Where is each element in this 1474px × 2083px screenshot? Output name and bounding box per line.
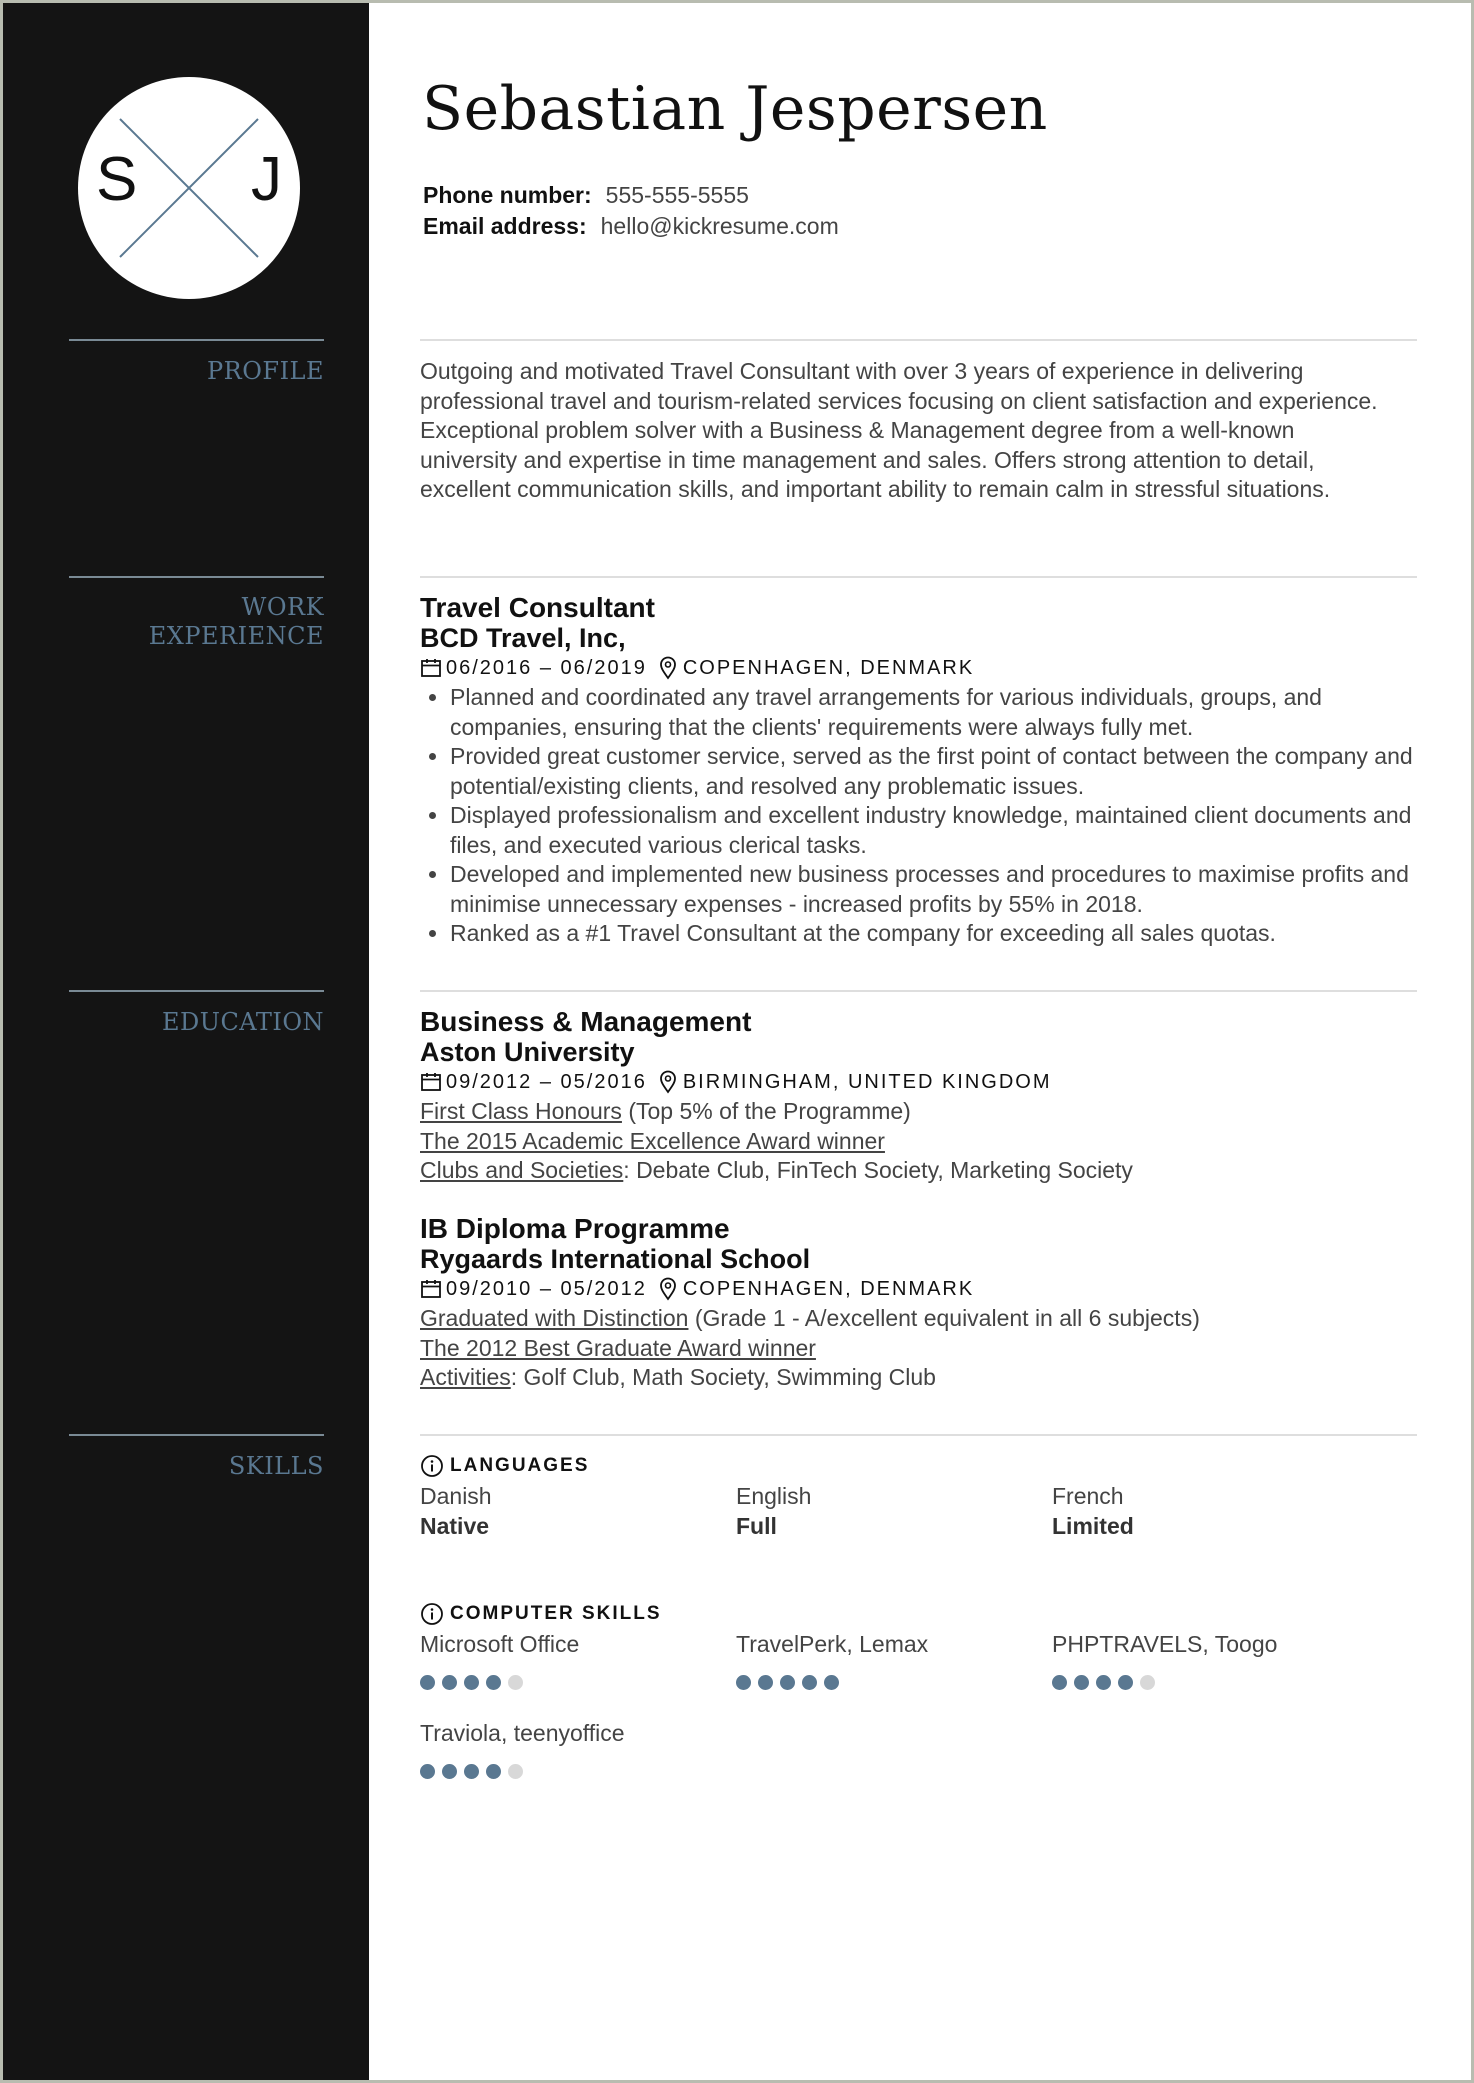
education-detail <box>420 1363 1417 1393</box>
education-detail-text: : Golf Club, Math Society, Swimming Club <box>510 1364 936 1390</box>
section-label-education: EDUCATION <box>161 1008 324 1036</box>
section-label-work-line2: EXPERIENCE <box>148 622 324 650</box>
education-detail-text: (Top 5% of the Programme) <box>621 1098 911 1124</box>
computer-skill-name: PHPTRAVELS, Toogo <box>1052 1631 1278 1657</box>
rating-dot-filled <box>736 1675 751 1690</box>
education-dates: 09/2012 – 05/2016 <box>446 1071 647 1093</box>
language-name: French <box>1052 1483 1124 1509</box>
candidate-name: Sebastian Jespersen <box>422 74 1048 144</box>
education-detail-underlined: The 2015 Academic Excellence Award winner <box>420 1127 885 1154</box>
school-name: Aston University <box>420 1037 635 1067</box>
section-divider <box>420 990 1417 992</box>
education-detail-underlined: Graduated with Distinction <box>420 1305 689 1331</box>
rating-dot-filled <box>464 1675 479 1690</box>
section-label-work <box>69 593 324 651</box>
degree-title: IB Diploma Programme <box>420 1213 730 1244</box>
email-row <box>423 211 839 242</box>
language-level: Native <box>420 1513 490 1539</box>
work-meta <box>420 653 1417 683</box>
rating-dot-filled <box>758 1675 773 1690</box>
sidebar-divider <box>69 990 324 992</box>
education-entry <box>420 1007 1417 1186</box>
computer-skills-heading <box>420 1601 662 1627</box>
education-detail-text: (Grade 1 - A/excellent equivalent in all 6 subjects) <box>688 1305 1200 1331</box>
contact-info <box>423 180 839 242</box>
sidebar-divider <box>69 1434 324 1436</box>
skill-rating <box>1052 1675 1155 1690</box>
rating-dot-filled <box>486 1764 501 1779</box>
section-label-skills: SKILLS <box>228 1452 324 1480</box>
rating-dot-filled <box>1052 1675 1067 1690</box>
rating-dot-filled <box>1096 1675 1111 1690</box>
calendar-icon <box>420 657 442 679</box>
rating-dot-filled <box>780 1675 795 1690</box>
calendar-icon <box>420 1278 442 1300</box>
education-detail-underlined: First Class Honours <box>420 1098 622 1124</box>
education-dates: 09/2010 – 05/2012 <box>446 1278 647 1300</box>
rating-dot-filled <box>1118 1675 1133 1690</box>
phone-label: Phone number: <box>423 182 592 208</box>
section-divider <box>420 576 1417 578</box>
section-divider <box>420 339 1417 341</box>
location-pin-icon <box>659 1277 677 1301</box>
education-detail <box>420 1304 1417 1334</box>
list-item: • Ranked as a #1 Travel Consultant at the company for exceeding all sales quotas. <box>450 919 1417 949</box>
education-entry <box>420 1214 1417 1393</box>
rating-dot-filled <box>464 1764 479 1779</box>
phone-value[interactable]: 555-555-5555 <box>605 182 749 208</box>
computer-skill-name: Traviola, teenyoffice <box>420 1720 625 1746</box>
education-detail <box>420 1334 1417 1364</box>
language-name: English <box>736 1483 812 1509</box>
computer-skill-name: TravelPerk, Lemax <box>736 1631 929 1657</box>
sidebar-divider <box>69 576 324 578</box>
education-detail <box>420 1127 1417 1157</box>
computer-skill-name: Microsoft Office <box>420 1631 580 1657</box>
language-level: Full <box>736 1513 777 1539</box>
computer-skills-label: COMPUTER SKILLS <box>450 1603 662 1624</box>
rating-dot-filled <box>486 1675 501 1690</box>
education-detail <box>420 1097 1417 1127</box>
rating-dot-filled <box>802 1675 817 1690</box>
degree-title: Business & Management <box>420 1006 752 1037</box>
list-item: • Developed and implemented new business processes and procedures to maximise profits and minimise unnecessary expenses - increased profits by 55% in 2018. <box>450 860 1417 919</box>
education-detail-underlined: The 2012 Best Graduate Award winner <box>420 1334 816 1361</box>
section-divider <box>420 1434 1417 1436</box>
education-location: BIRMINGHAM, UNITED KINGDOM <box>682 1071 1052 1093</box>
phone-row <box>423 180 839 211</box>
skill-rating <box>420 1675 523 1690</box>
rating-dot-filled <box>824 1675 839 1690</box>
list-item: • Displayed professionalism and excellent industry knowledge, maintained client documents and files, and executed various clerical tasks. <box>450 801 1417 860</box>
rating-dot-filled <box>420 1675 435 1690</box>
work-bullets <box>420 683 1417 949</box>
work-location: COPENHAGEN, DENMARK <box>682 657 975 679</box>
info-icon <box>420 1454 444 1478</box>
rating-dot-empty <box>1140 1675 1155 1690</box>
education-detail-underlined: Clubs and Societies <box>420 1157 624 1183</box>
section-label-profile: PROFILE <box>207 357 324 385</box>
work-entry <box>420 593 1417 949</box>
education-location: COPENHAGEN, DENMARK <box>682 1278 975 1300</box>
company-name: BCD Travel, Inc, <box>420 623 626 653</box>
education-detail-text: : Debate Club, FinTech Society, Marketing Society <box>623 1157 1133 1183</box>
education-meta <box>420 1067 1417 1097</box>
main-content <box>420 3 1417 2080</box>
rating-dot-empty <box>508 1675 523 1690</box>
rating-dot-filled <box>420 1764 435 1779</box>
rating-dot-filled <box>442 1675 457 1690</box>
language-level: Limited <box>1052 1513 1134 1539</box>
email-value[interactable]: hello@kickresume.com <box>600 213 839 239</box>
monogram-logo <box>78 77 300 299</box>
list-item: • Provided great customer service, served as the first point of contact between the company and potential/existing clients, and resolved any problematic issues. <box>450 742 1417 801</box>
skill-rating <box>420 1764 523 1779</box>
monogram-initial-first: S <box>96 145 138 214</box>
section-label-work-line1: WORK <box>241 593 324 621</box>
skill-rating <box>736 1675 839 1690</box>
rating-dot-filled <box>1074 1675 1089 1690</box>
rating-dot-empty <box>508 1764 523 1779</box>
languages-label: LANGUAGES <box>450 1455 590 1476</box>
email-label: Email address: <box>423 213 587 239</box>
languages-heading <box>420 1453 589 1479</box>
info-icon <box>420 1602 444 1626</box>
location-pin-icon <box>659 1070 677 1094</box>
rating-dot-filled <box>442 1764 457 1779</box>
education-detail <box>420 1156 1417 1186</box>
list-item: • Planned and coordinated any travel arrangements for various individuals, groups, and companies, ensuring that the clients' requirements were always fully met. <box>450 683 1417 742</box>
job-title: Travel Consultant <box>420 592 655 623</box>
monogram-initial-last: J <box>251 145 282 214</box>
education-meta <box>420 1274 1417 1304</box>
sidebar-divider <box>69 339 324 341</box>
profile-summary: Outgoing and motivated Travel Consultant with over 3 years of experience in delivering professional travel and tourism-related services focusing on client satisfaction and experience. Exceptional problem solver with a Business & Management degree from a well-known university and expertise in time management and sales. Offers strong attention to detail, excellent communication skills, and important ability to remain calm in stressful situations. <box>420 358 1378 502</box>
education-detail-underlined: Activities <box>420 1364 511 1390</box>
work-dates: 06/2016 – 06/2019 <box>446 657 647 679</box>
calendar-icon <box>420 1071 442 1093</box>
sidebar <box>3 3 369 2080</box>
school-name: Rygaards International School <box>420 1244 811 1274</box>
language-name: Danish <box>420 1483 492 1509</box>
location-pin-icon <box>659 656 677 680</box>
